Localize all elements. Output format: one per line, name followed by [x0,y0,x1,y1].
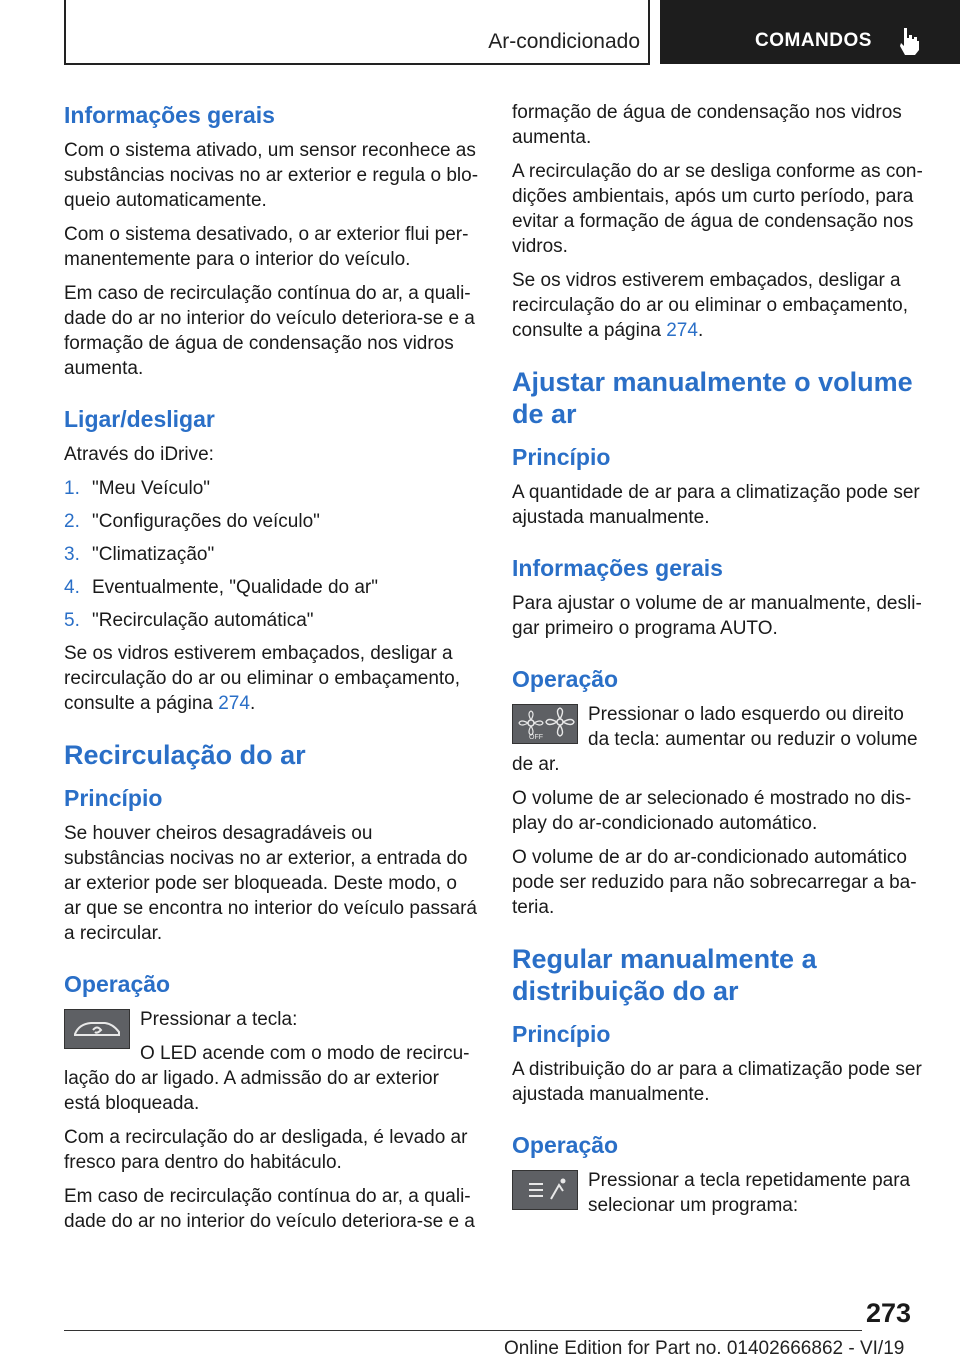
left-column [64,100,478,1243]
edition-note: Online Edition for Part no. 01402666862 - VI/19 [504,1338,905,1359]
paragraph: A distribuição do ar para a climatização pode ser ajustada manualmente. [512,1059,922,1105]
fan-off-label: OFF [529,734,543,741]
heading-regular-distribuicao: Regular manualmente a distribuição do ar [512,944,817,1006]
heading-informacoes-gerais: Informações gerais [512,555,723,581]
header-left-rule [64,0,66,64]
heading-operacao: Operação [64,971,171,997]
heading-recirculacao-do-ar: Recirculação do ar [64,740,306,770]
heading-operacao: Operação [512,666,619,692]
heading-operacao: Operação [512,1132,619,1158]
recirculation-button-icon [64,1009,130,1049]
list-item: 1. "Meu Veículo" [64,478,211,499]
header-bottom-rule [64,63,650,65]
fan-volume-key-block [512,702,926,777]
paragraph: A quantidade de ar para a climatização pode ser ajustada manualmente. [512,482,920,528]
paragraph: Com a recirculação do ar desligada, é levado ar fresco para dentro do habitáculo. [64,1127,468,1173]
paragraph: O volume de ar do ar-condicionado automático pode ser reduzido para não sobrecarregar a bateria. [512,847,917,918]
list-item: 4. Eventualmente, "Qualidade do ar" [64,577,379,598]
hand-pointer-icon [896,26,922,56]
heading-principio: Princípio [512,1021,611,1047]
paragraph: Com o sistema ativado, um sensor reconhece as substâncias nocivas no ar exterior e regula o bloqueio automaticamente. [64,140,479,211]
header-chapter-title: COMANDOS [755,30,872,51]
footer-rule [64,1330,862,1331]
idrive-steps-list [64,476,478,633]
heading-informacoes-gerais: Informações gerais [64,102,275,128]
paragraph: Para ajustar o volume de ar manualmente, desligar primeiro o programa AUTO. [512,593,922,639]
paragraph: formação de água de condensação nos vidros aumenta. [512,102,902,148]
right-column [512,100,926,1220]
list-item: 5. "Recirculação automática" [64,610,314,631]
key-instruction: Pressionar a tecla: [140,1009,298,1030]
paragraph: Se os vidros estiverem embaçados, desligar a recirculação do ar ou eliminar o embaçamento, consulte a página 274. [512,270,909,341]
paragraph: Em caso de recirculação contínua do ar, a qualidade do ar no interior do veículo deteriora-se e a [64,1186,475,1232]
paragraph: Se os vidros estiverem embaçados, desligar a recirculação do ar ou eliminar o embaçamento, consulte a página 274. [64,643,461,714]
paragraph: A recirculação do ar se desliga conforme as condições ambientais, após um curto período, para evitar a formação de água de condensação nos vidros. [512,161,923,257]
page-link-274[interactable]: 274 [666,320,698,341]
paragraph: Através do iDrive: [64,444,214,465]
heading-principio: Princípio [64,785,163,811]
air-distribution-button-icon [512,1170,578,1210]
list-item: 3. "Climatização" [64,544,215,565]
paragraph: O volume de ar selecionado é mostrado no display do ar-condicionado automático. [512,788,912,834]
paragraph: Em caso de recirculação contínua do ar, a qualidade do ar no interior do veículo deteriora-se e a formação de água de condensação nos vidros aumenta. [64,283,475,379]
paragraph: Com o sistema desativado, o ar exterior flui permanentemente para o interior do veículo. [64,224,469,270]
key-description: Pressionar a tecla repetidamente para selecionar um programa: [588,1170,911,1216]
air-distribution-key-block [512,1168,926,1220]
key-description: Pressionar o lado esquerdo ou direito da tecla: aumentar ou reduzir o volume de ar. [512,704,918,775]
header-section-title: Ar-condicionado [488,30,640,53]
page-number: 273 [866,1298,912,1328]
key-description: O LED acende com o modo de recirculação do ar ligado. A admissão do ar exterior está bloqueada. [64,1043,470,1114]
heading-ligar-desligar: Ligar/desligar [64,406,215,432]
page-link-274[interactable]: 274 [218,693,250,714]
list-item: 2. "Configurações do veículo" [64,511,320,532]
heading-ajustar-volume: Ajustar manualmente o volume de ar [512,367,913,429]
recirculation-key-block [64,1007,478,1116]
header-mid-rule [648,0,650,64]
paragraph: Se houver cheiros desagradáveis ou substâncias nocivas no ar exterior, a entrada do ar exterior pode ser bloqueada. Deste modo, o ar que se encontra no interior do veículo passará a recircular. [64,823,477,944]
heading-principio: Princípio [512,444,611,470]
fan-volume-button-icon [512,704,578,744]
